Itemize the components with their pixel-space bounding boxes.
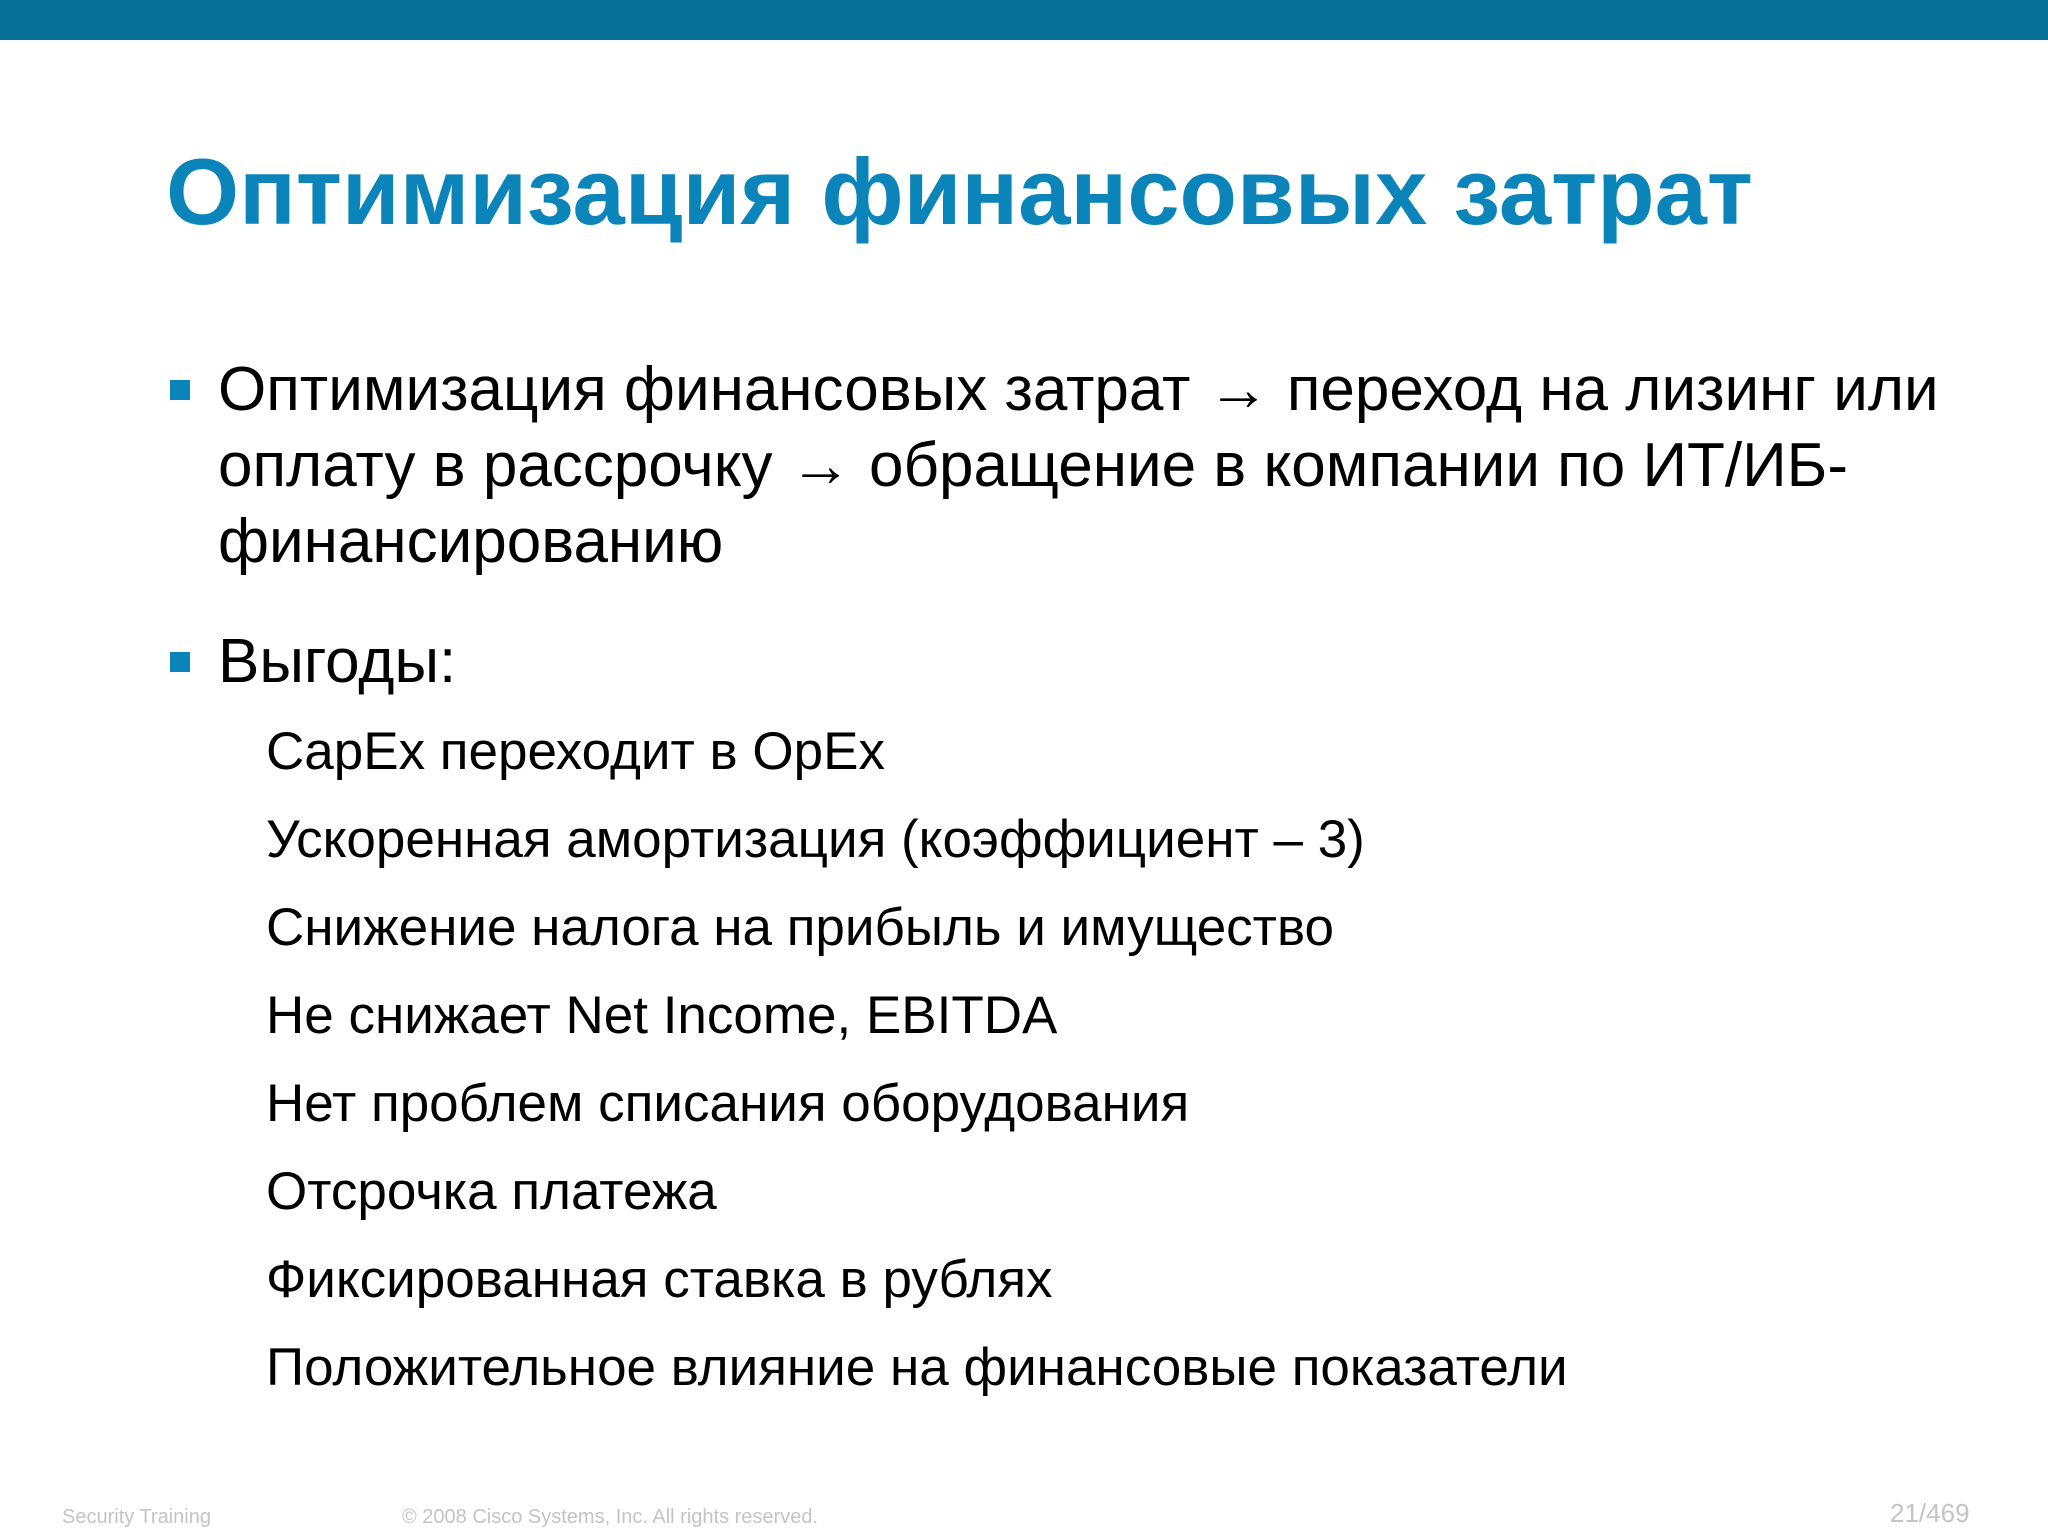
top-banner (0, 0, 2048, 40)
benefits-list (266, 708, 2006, 1412)
footer-course-name: Security Training (62, 1506, 211, 1528)
list-item: Положительное влияние на финансовые показатели (266, 1338, 1568, 1397)
footer-copyright: © 2008 Cisco Systems, Inc. All rights reserved. (402, 1506, 819, 1528)
square-bullet-icon (170, 652, 190, 672)
list-item: Отсрочка платежа (266, 1162, 717, 1221)
list-item: Фиксированная ставка в рублях (266, 1250, 1053, 1309)
slide-title: Оптимизация финансовых затрат (166, 139, 1753, 244)
bullet-item (166, 352, 2006, 580)
list-item: Не снижает Net Income, EBITDA (266, 986, 1058, 1045)
list-item: Снижение налога на прибыль и имущество (266, 898, 1334, 957)
square-bullet-icon (170, 380, 190, 400)
bullet-text: Выгоды: (218, 627, 457, 696)
bullet-list (166, 352, 2006, 1412)
list-item: CapEx переходит в OpEx (266, 722, 885, 781)
list-item: Ускоренная амортизация (коэффициент – 3) (266, 810, 1365, 869)
bullet-item (166, 624, 2006, 1412)
list-item: Нет проблем списания оборудования (266, 1074, 1190, 1133)
bullet-text: Оптимизация финансовых затрат → переход на лизинг или оплату в рассрочку → обращение в компании по ИТ/ИБ-финансированию (218, 355, 1939, 576)
page-number: 21/469 (1890, 1498, 1970, 1528)
